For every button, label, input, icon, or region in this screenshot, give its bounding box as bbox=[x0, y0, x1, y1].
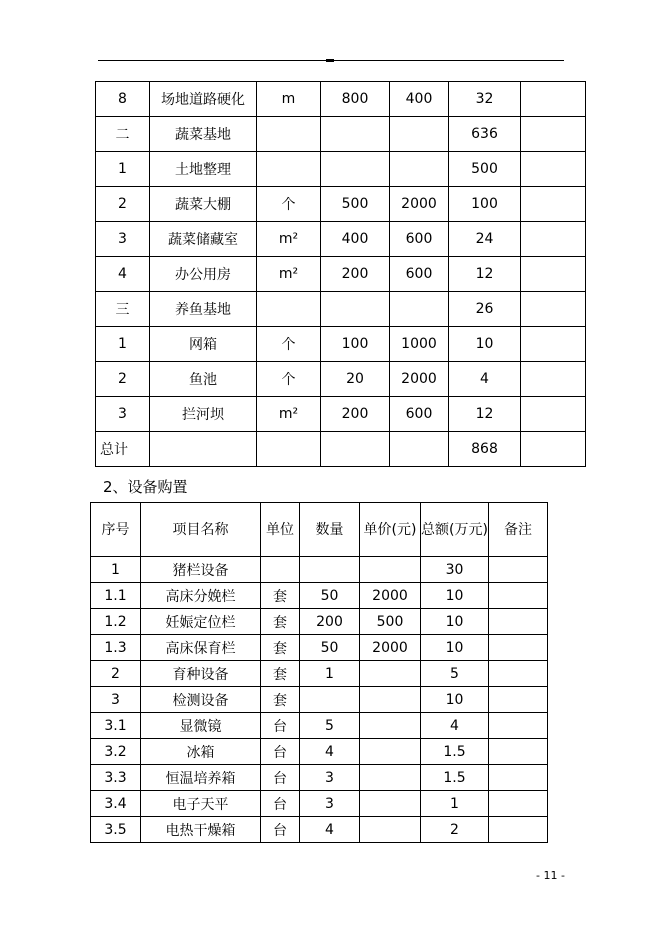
cell-price: 600 bbox=[390, 222, 449, 257]
cell-note bbox=[521, 82, 586, 117]
cell-note bbox=[489, 635, 548, 661]
cell-total: 100 bbox=[449, 187, 521, 222]
cell-unit: 台 bbox=[261, 739, 300, 765]
cell-qty: 50 bbox=[300, 635, 360, 661]
cell-price bbox=[360, 791, 421, 817]
cell-qty bbox=[300, 687, 360, 713]
cell-name: 拦河坝 bbox=[150, 397, 257, 432]
cell-note bbox=[489, 713, 548, 739]
cell-note bbox=[489, 557, 548, 583]
cell-price: 2000 bbox=[390, 187, 449, 222]
cell-qty: 1 bbox=[300, 661, 360, 687]
cell-unit: m² bbox=[257, 222, 321, 257]
table-row bbox=[96, 397, 586, 432]
cell-unit bbox=[257, 432, 321, 467]
table-row bbox=[91, 557, 548, 583]
table-row bbox=[91, 583, 548, 609]
table-row bbox=[91, 713, 548, 739]
equipment-purchase-table bbox=[90, 502, 548, 843]
table-row bbox=[96, 292, 586, 327]
cell-total: 32 bbox=[449, 82, 521, 117]
cell-price bbox=[390, 432, 449, 467]
cell-qty: 100 bbox=[321, 327, 390, 362]
cell-name: 电热干燥箱 bbox=[141, 817, 261, 843]
cell-price bbox=[360, 817, 421, 843]
cell-price bbox=[390, 152, 449, 187]
cell-total: 1 bbox=[421, 791, 489, 817]
header-price: 单价(元) bbox=[360, 503, 421, 557]
cell-unit: 个 bbox=[257, 362, 321, 397]
header-unit: 单位 bbox=[261, 503, 300, 557]
header-name: 项目名称 bbox=[141, 503, 261, 557]
cell-total: 12 bbox=[449, 257, 521, 292]
cell-name: 高床保育栏 bbox=[141, 635, 261, 661]
cell-seq: 1.1 bbox=[91, 583, 141, 609]
cell-unit bbox=[261, 557, 300, 583]
cell-price: 400 bbox=[390, 82, 449, 117]
header-seq: 序号 bbox=[91, 503, 141, 557]
cell-seq: 8 bbox=[96, 82, 150, 117]
cell-name: 办公用房 bbox=[150, 257, 257, 292]
cell-note bbox=[489, 583, 548, 609]
cell-name: 鱼池 bbox=[150, 362, 257, 397]
cell-unit: 套 bbox=[261, 609, 300, 635]
cell-qty: 5 bbox=[300, 713, 360, 739]
cell-price bbox=[360, 687, 421, 713]
cell-seq: 2 bbox=[96, 187, 150, 222]
cell-total: 12 bbox=[449, 397, 521, 432]
table-row bbox=[91, 791, 548, 817]
cell-seq: 1.3 bbox=[91, 635, 141, 661]
cell-unit: 套 bbox=[261, 687, 300, 713]
cell-total: 10 bbox=[449, 327, 521, 362]
cell-price bbox=[360, 713, 421, 739]
cell-price: 1000 bbox=[390, 327, 449, 362]
table-row bbox=[96, 152, 586, 187]
cell-name: 育种设备 bbox=[141, 661, 261, 687]
cell-seq: 1.2 bbox=[91, 609, 141, 635]
cell-unit: 台 bbox=[261, 791, 300, 817]
cell-qty bbox=[321, 292, 390, 327]
cell-seq: 三 bbox=[96, 292, 150, 327]
cell-price bbox=[360, 557, 421, 583]
table-row bbox=[91, 739, 548, 765]
cell-price: 500 bbox=[360, 609, 421, 635]
cell-note bbox=[521, 117, 586, 152]
cell-note bbox=[521, 292, 586, 327]
table-row bbox=[91, 635, 548, 661]
total-label: 总计 bbox=[96, 432, 150, 467]
cell-name: 冰箱 bbox=[141, 739, 261, 765]
table-row bbox=[96, 82, 586, 117]
cell-total: 1.5 bbox=[421, 739, 489, 765]
cell-qty: 4 bbox=[300, 739, 360, 765]
cell-qty bbox=[300, 557, 360, 583]
cell-unit: 台 bbox=[261, 817, 300, 843]
cell-price: 600 bbox=[390, 257, 449, 292]
cell-note bbox=[489, 791, 548, 817]
cell-unit bbox=[257, 152, 321, 187]
cell-seq: 2 bbox=[96, 362, 150, 397]
cell-name: 蔬菜基地 bbox=[150, 117, 257, 152]
cell-name: 高床分娩栏 bbox=[141, 583, 261, 609]
cell-qty: 3 bbox=[300, 765, 360, 791]
construction-cost-table bbox=[95, 81, 586, 467]
cell-qty: 50 bbox=[300, 583, 360, 609]
cell-unit: 个 bbox=[257, 187, 321, 222]
table-row bbox=[91, 661, 548, 687]
header-mark bbox=[326, 59, 334, 62]
cell-qty bbox=[321, 432, 390, 467]
cell-total: 1.5 bbox=[421, 765, 489, 791]
cell-note bbox=[521, 222, 586, 257]
cell-total: 10 bbox=[421, 609, 489, 635]
cell-total: 5 bbox=[421, 661, 489, 687]
cell-total: 2 bbox=[421, 817, 489, 843]
table-row bbox=[91, 765, 548, 791]
cell-total: 4 bbox=[421, 713, 489, 739]
total-value: 868 bbox=[449, 432, 521, 467]
table-row bbox=[96, 117, 586, 152]
cell-name: 蔬菜储藏室 bbox=[150, 222, 257, 257]
cell-name: 妊娠定位栏 bbox=[141, 609, 261, 635]
cell-seq: 4 bbox=[96, 257, 150, 292]
table-row bbox=[96, 187, 586, 222]
cell-unit bbox=[257, 117, 321, 152]
cell-price: 2000 bbox=[360, 635, 421, 661]
table-row bbox=[96, 327, 586, 362]
cell-unit: 套 bbox=[261, 635, 300, 661]
cell-note bbox=[489, 765, 548, 791]
cell-qty bbox=[321, 117, 390, 152]
cell-note bbox=[489, 609, 548, 635]
cell-price: 2000 bbox=[360, 583, 421, 609]
cell-unit bbox=[257, 292, 321, 327]
cell-note bbox=[521, 187, 586, 222]
cell-name: 显微镜 bbox=[141, 713, 261, 739]
table-row bbox=[91, 609, 548, 635]
cell-unit: 台 bbox=[261, 713, 300, 739]
cell-note bbox=[521, 397, 586, 432]
cell-total: 26 bbox=[449, 292, 521, 327]
cell-seq: 3 bbox=[96, 222, 150, 257]
cell-unit: m² bbox=[257, 397, 321, 432]
cell-unit: 套 bbox=[261, 661, 300, 687]
cell-note bbox=[521, 257, 586, 292]
cell-total: 10 bbox=[421, 687, 489, 713]
cell-total: 10 bbox=[421, 583, 489, 609]
cell-qty bbox=[321, 152, 390, 187]
header-total: 总额(万元) bbox=[421, 503, 489, 557]
cell-price bbox=[360, 765, 421, 791]
cell-total: 500 bbox=[449, 152, 521, 187]
cell-unit: 个 bbox=[257, 327, 321, 362]
cell-seq: 3 bbox=[96, 397, 150, 432]
cell-unit: 套 bbox=[261, 583, 300, 609]
cell-unit: m² bbox=[257, 257, 321, 292]
cell-total: 4 bbox=[449, 362, 521, 397]
cell-total: 636 bbox=[449, 117, 521, 152]
cell-note bbox=[489, 739, 548, 765]
cell-note bbox=[489, 817, 548, 843]
cell-qty: 200 bbox=[300, 609, 360, 635]
cell-note bbox=[521, 327, 586, 362]
cell-name: 恒温培养箱 bbox=[141, 765, 261, 791]
cell-seq: 二 bbox=[96, 117, 150, 152]
cell-note bbox=[521, 432, 586, 467]
page-number: - 11 - bbox=[536, 869, 565, 882]
cell-qty: 3 bbox=[300, 791, 360, 817]
cell-total: 24 bbox=[449, 222, 521, 257]
cell-qty: 4 bbox=[300, 817, 360, 843]
table-row bbox=[96, 257, 586, 292]
cell-seq: 3.4 bbox=[91, 791, 141, 817]
table-row bbox=[91, 817, 548, 843]
cell-qty: 20 bbox=[321, 362, 390, 397]
total-row bbox=[96, 432, 586, 467]
cell-name: 蔬菜大棚 bbox=[150, 187, 257, 222]
cell-name: 猪栏设备 bbox=[141, 557, 261, 583]
cell-qty: 800 bbox=[321, 82, 390, 117]
section-title-equipment: 2、设备购置 bbox=[103, 478, 188, 496]
cell-seq: 2 bbox=[91, 661, 141, 687]
cell-name: 土地整理 bbox=[150, 152, 257, 187]
cell-unit: m bbox=[257, 82, 321, 117]
cell-unit: 台 bbox=[261, 765, 300, 791]
table-row bbox=[96, 222, 586, 257]
table-row bbox=[91, 687, 548, 713]
cell-price: 600 bbox=[390, 397, 449, 432]
cell-name: 养鱼基地 bbox=[150, 292, 257, 327]
cell-seq: 3.5 bbox=[91, 817, 141, 843]
cell-name: 场地道路硬化 bbox=[150, 82, 257, 117]
cell-seq: 1 bbox=[96, 152, 150, 187]
cell-name bbox=[150, 432, 257, 467]
cell-total: 30 bbox=[421, 557, 489, 583]
cell-note bbox=[521, 362, 586, 397]
header-qty: 数量 bbox=[300, 503, 360, 557]
cell-name: 检测设备 bbox=[141, 687, 261, 713]
cell-seq: 3.1 bbox=[91, 713, 141, 739]
cell-name: 电子天平 bbox=[141, 791, 261, 817]
cell-note bbox=[489, 687, 548, 713]
cell-price bbox=[360, 739, 421, 765]
cell-price bbox=[360, 661, 421, 687]
cell-qty: 500 bbox=[321, 187, 390, 222]
cell-qty: 200 bbox=[321, 257, 390, 292]
cell-note bbox=[521, 152, 586, 187]
cell-seq: 3.3 bbox=[91, 765, 141, 791]
cell-seq: 1 bbox=[91, 557, 141, 583]
cell-seq: 3.2 bbox=[91, 739, 141, 765]
cell-price: 2000 bbox=[390, 362, 449, 397]
cell-qty: 400 bbox=[321, 222, 390, 257]
cell-note bbox=[489, 661, 548, 687]
cell-seq: 1 bbox=[96, 327, 150, 362]
table-header-row bbox=[91, 503, 548, 557]
cell-total: 10 bbox=[421, 635, 489, 661]
table-row bbox=[96, 362, 586, 397]
cell-name: 网箱 bbox=[150, 327, 257, 362]
cell-qty: 200 bbox=[321, 397, 390, 432]
cell-seq: 3 bbox=[91, 687, 141, 713]
cell-price bbox=[390, 117, 449, 152]
cell-price bbox=[390, 292, 449, 327]
header-note: 备注 bbox=[489, 503, 548, 557]
